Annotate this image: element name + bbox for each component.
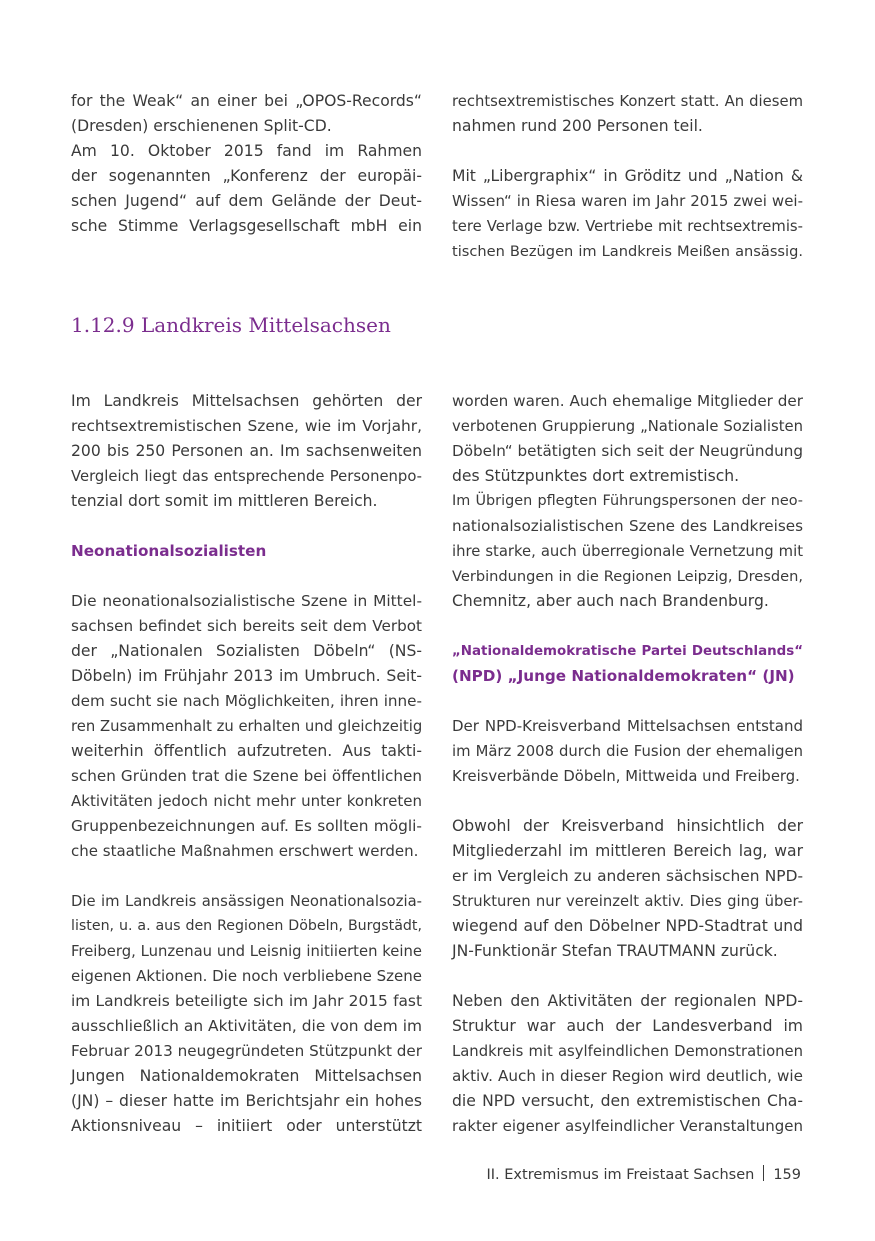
text-line: wiegend auf den Döbelner NPD-Stadtrat und — [452, 917, 803, 935]
text-line: im März 2008 durch die Fusion der ehemaligen — [452, 743, 803, 760]
text-line: des Stützpunktes dort extremistisch. — [452, 467, 740, 485]
text-line: ihre starke, auch überregionale Vernetzung mit — [452, 543, 803, 560]
left-column — [71, 389, 422, 1139]
text-line: for the Weak“ an einer bei „OPOS-Records“ — [71, 92, 422, 110]
top-left-text — [71, 89, 422, 239]
text-line: Die im Landkreis ansässigen Neonationalsozia- — [71, 893, 422, 910]
text-line: Döbeln“ betätigten sich seit der Neugründung — [452, 442, 803, 460]
text-line: dem sucht sie nach Möglichkeiten, ihren inne- — [71, 692, 422, 710]
text-line: nahmen rund 200 Personen teil. — [452, 117, 703, 135]
text-line: Chemnitz, aber auch nach Brandenburg. — [452, 592, 769, 610]
text-line: Döbeln) im Frühjahr 2013 im Umbruch. Seit- — [71, 667, 422, 685]
text-line: Freiberg, Lunzenau und Leisnig initiierten keine — [71, 943, 422, 960]
right-column — [452, 389, 803, 1139]
text-line: eigenen Aktionen. Die noch verbliebene Szene — [71, 967, 422, 985]
text-line: Mit „Libergraphix“ in Gröditz und „Nation & — [452, 167, 803, 185]
text-line: worden waren. Auch ehemalige Mitglieder der — [452, 392, 803, 410]
text-line: schen Gründen trat die Szene bei öffentlichen — [71, 767, 422, 785]
text-line: Obwohl der Kreisverband hinsichtlich der — [452, 817, 803, 835]
text-line: Gruppenbezeichnungen auf. Es sollten mögli- — [71, 817, 422, 835]
text-line: Strukturen nur vereinzelt aktiv. Dies ging über- — [452, 893, 803, 910]
text-line: Neben den Aktivitäten der regionalen NPD- — [452, 992, 803, 1010]
footer-divider — [763, 1165, 764, 1181]
text-line: Die neonationalsozialistische Szene in Mittel- — [71, 592, 422, 610]
text-line: nationalsozialistischen Szene des Landkreises — [452, 517, 803, 535]
text-line: Kreisverbände Döbeln, Mittweida und Freiberg. — [452, 768, 800, 785]
section-heading: 1.12.9 Landkreis Mittelsachsen — [71, 313, 391, 337]
text-line: sachsen befindet sich bereits seit dem Verbot — [71, 617, 422, 635]
text-line: ausschließlich an Aktivitäten, die von dem im — [71, 1017, 422, 1035]
text-line: ren Zusammenhalt zu erhalten und gleichzeitig — [71, 718, 423, 735]
top-right-text — [452, 89, 803, 264]
text-line: im Landkreis beteiligte sich im Jahr 2015 fast — [71, 992, 422, 1010]
text-line: er im Vergleich zu anderen sächsischen NPD- — [452, 867, 803, 885]
text-line: Aktivitäten jedoch nicht mehr unter konkreten — [71, 792, 422, 810]
text-line: verbotenen Gruppierung „Nationale Sozialisten — [452, 418, 803, 435]
text-line: rakter eigener asylfeindlicher Veranstaltungen — [452, 1117, 803, 1135]
text-line: Wissen“ in Riesa waren im Jahr 2015 zwei wei- — [452, 192, 803, 210]
text-line: die NPD versucht, den extremistischen Cha- — [452, 1092, 803, 1110]
text-line: rechtsextremistisches Konzert statt. An diesem — [452, 93, 803, 110]
text-line: Februar 2013 neugegründeten Stützpunkt der — [71, 1042, 422, 1060]
text-line: Im Übrigen pflegten Führungspersonen der neo- — [452, 493, 803, 509]
subheading-neonationalsozialisten: Neonationalsozialisten — [71, 542, 267, 560]
text-line: schen Jugend“ auf dem Gelände der Deut- — [71, 192, 422, 210]
text-line: 200 bis 250 Personen an. Im sachsenweiten — [71, 442, 422, 460]
text-line: Landkreis mit asylfeindlichen Demonstrationen — [452, 1043, 803, 1060]
text-line: Jungen Nationaldemokraten Mittelsachsen — [71, 1067, 422, 1085]
footer-chapter: II. Extremismus im Freistaat Sachsen — [486, 1167, 755, 1183]
text-line: Der NPD-Kreisverband Mittelsachsen entstand — [452, 717, 803, 735]
text-line: Mitgliederzahl im mittleren Bereich lag, war — [452, 842, 803, 860]
text-line: (Dresden) erschienenen Split-CD. — [71, 117, 332, 135]
subheading-npd: „Nationaldemokratische Partei Deutschlands“ — [452, 644, 803, 659]
page-footer — [487, 1164, 802, 1186]
text-line: tere Verlage bzw. Vertriebe mit rechtsextremis- — [452, 218, 803, 235]
text-line: Vergleich liegt das entsprechende Personenpo- — [71, 468, 422, 485]
text-line: der „Nationalen Sozialisten Döbeln“ (NS- — [71, 642, 422, 660]
text-line: Struktur war auch der Landesverband im — [452, 1017, 803, 1035]
text-line: sche Stimme Verlagsgesellschaft mbH ein — [71, 217, 422, 235]
text-line: JN-Funktionär Stefan TRAUTMANN zurück. — [452, 942, 778, 960]
subheading-npd-jn: (NPD) „Junge Nationaldemokraten“ (JN) — [452, 667, 795, 685]
text-line: (JN) – dieser hatte im Berichtsjahr ein hohes — [71, 1092, 422, 1110]
text-line: der sogenannten „Konferenz der europäi- — [71, 167, 422, 185]
text-line: tenzial dort somit im mittleren Bereich. — [71, 492, 378, 510]
page-number: 159 — [773, 1167, 801, 1183]
text-line: Im Landkreis Mittelsachsen gehörten der — [71, 392, 422, 410]
text-line: aktiv. Auch in dieser Region wird deutlich, wie — [452, 1067, 803, 1085]
text-line: Am 10. Oktober 2015 fand im Rahmen — [71, 142, 422, 160]
text-line: listen, u. a. aus den Regionen Döbeln, Burgstädt, — [71, 918, 422, 934]
text-line: Aktionsniveau – initiiert oder unterstützt — [71, 1117, 422, 1135]
text-line: rechtsextremistischen Szene, wie im Vorjahr, — [71, 417, 422, 435]
text-line: tischen Bezügen im Landkreis Meißen ansässig. — [452, 243, 803, 260]
text-line: che staatliche Maßnahmen erschwert werden. — [71, 842, 419, 860]
text-line: weiterhin öffentlich aufzutreten. Aus takti- — [71, 742, 422, 760]
text-line: Verbindungen in die Regionen Leipzig, Dresden, — [452, 568, 803, 585]
